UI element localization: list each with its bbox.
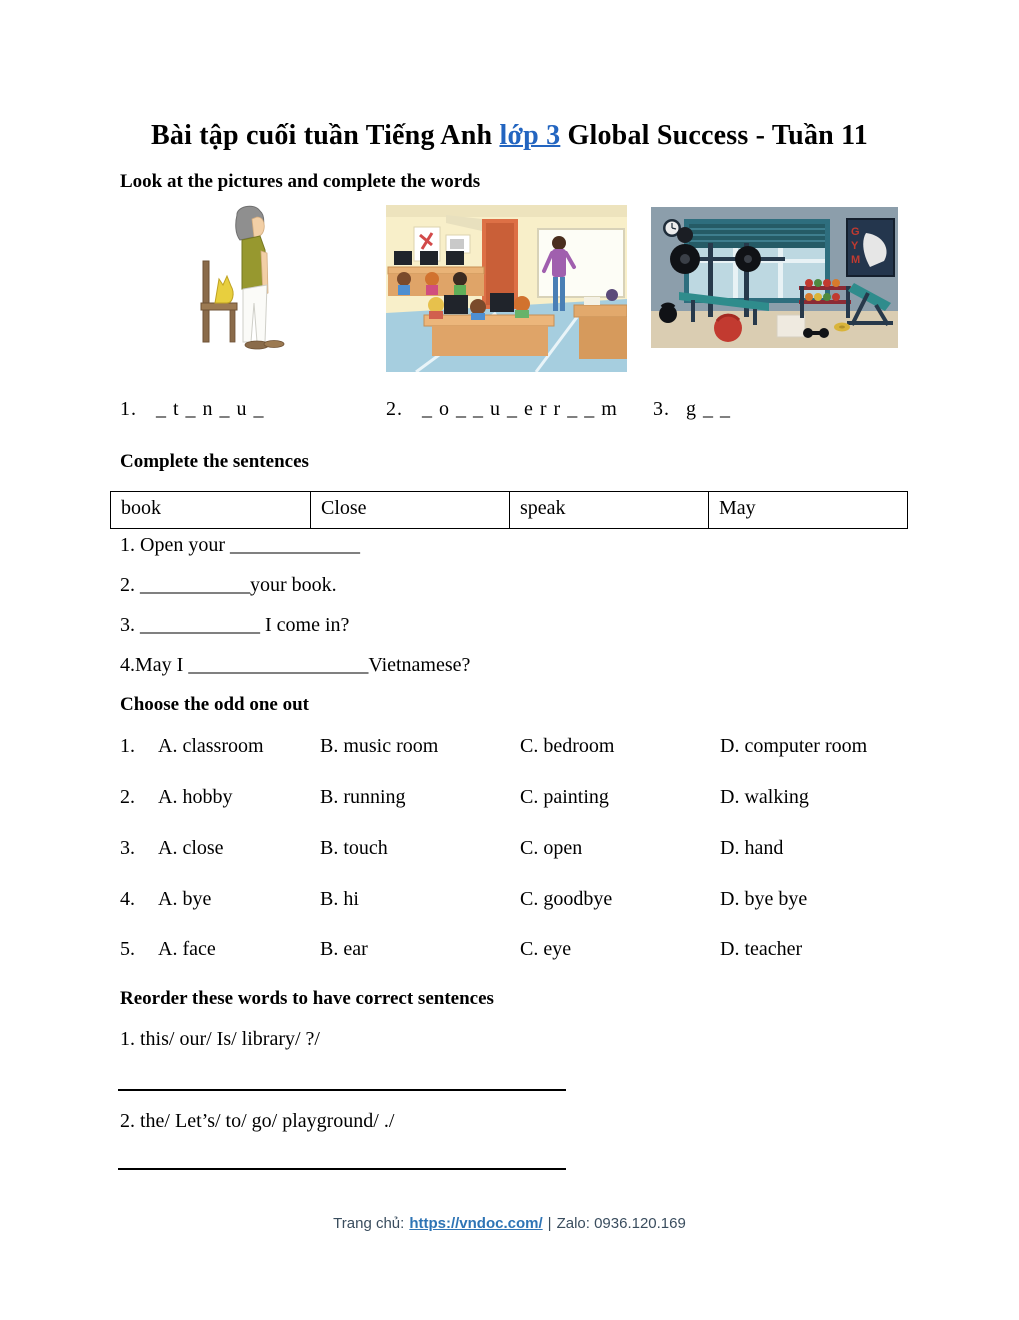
svg-text:Y: Y: [851, 240, 859, 252]
reorder-section-heading: Reorder these words to have correct sentences: [120, 988, 494, 1009]
word-bank-cell-speak: speak: [509, 492, 708, 528]
svg-text:M: M: [851, 254, 861, 266]
option-b: B. touch: [320, 837, 388, 859]
answer-line-2: [118, 1168, 566, 1170]
option-d: D. bye bye: [720, 888, 808, 910]
gym-illustration: [651, 207, 898, 348]
odd-one-out-row-4: [120, 888, 919, 914]
odd-one-out-section-heading: Choose the odd one out: [120, 694, 309, 715]
option-b: B. hi: [320, 888, 359, 910]
answer-line-1: [118, 1089, 566, 1091]
option-c: C. bedroom: [520, 735, 615, 757]
sentences-section-heading: Complete the sentences: [120, 451, 309, 472]
reorder-item-2: 2. the/ Let’s/ to/ go/ playground/ ./: [120, 1110, 395, 1132]
word-bank-cell-book: book: [121, 497, 161, 519]
answer-1-number: 1.: [120, 398, 137, 420]
row-number: 1.: [120, 735, 135, 757]
option-a: A. face: [158, 938, 216, 960]
row-number: 5.: [120, 938, 135, 960]
odd-one-out-row-3: [120, 837, 919, 863]
answer-2-word: _ o _ _ u _ e r r _ _ m: [422, 398, 618, 420]
word-bank-cell-close: Close: [310, 492, 509, 528]
answer-3-number: 3.: [653, 398, 670, 420]
sentence-2: 2. ___________your book.: [120, 574, 337, 596]
stand-up-illustration: [194, 205, 299, 351]
sentence-1: 1. Open your _____________: [120, 534, 360, 556]
option-a: A. close: [158, 837, 224, 859]
picture-answers-row: [120, 398, 919, 424]
footer-separator: |: [547, 1215, 552, 1232]
answer-2-number: 2.: [386, 398, 403, 420]
reorder-item-1: 1. this/ our/ Is/ library/ ?/: [120, 1028, 320, 1050]
option-b: B. ear: [320, 938, 368, 960]
footer-label: Trang chủ:: [333, 1215, 405, 1232]
footer-zalo: Zalo: 0936.120.169: [556, 1215, 686, 1232]
option-a: A. hobby: [158, 786, 233, 808]
page-title: [0, 120, 1019, 152]
option-d: D. computer room: [720, 735, 868, 757]
option-c: C. painting: [520, 786, 609, 808]
option-b: B. music room: [320, 735, 439, 757]
odd-one-out-row-2: [120, 786, 919, 812]
option-c: C. goodbye: [520, 888, 613, 910]
option-d: D. walking: [720, 786, 809, 808]
row-number: 2.: [120, 786, 135, 808]
computer-room-illustration: [386, 205, 627, 372]
answer-3-word: g _ _: [686, 398, 731, 420]
option-d: D. teacher: [720, 938, 803, 960]
option-c: C. eye: [520, 938, 572, 960]
answer-1-word: _ t _ n _ u _: [156, 398, 265, 420]
option-c: C. open: [520, 837, 583, 859]
option-d: D. hand: [720, 837, 784, 859]
option-b: B. running: [320, 786, 406, 808]
pictures-section-heading: Look at the pictures and complete the words: [120, 171, 481, 192]
row-number: 3.: [120, 837, 135, 859]
word-bank-cell-may: May: [708, 492, 907, 528]
odd-one-out-row-5: [120, 938, 919, 964]
row-number: 4.: [120, 888, 135, 910]
option-a: A. classroom: [158, 735, 264, 757]
odd-one-out-row-1: [120, 735, 919, 761]
homepage-link[interactable]: https://vndoc.com/: [409, 1215, 543, 1232]
title-suffix: Global Success - Tuần 11: [560, 120, 868, 151]
sentence-3: 3. ____________ I come in?: [120, 614, 350, 636]
svg-text:G: G: [851, 226, 860, 238]
word-bank-table: [110, 491, 908, 529]
title-prefix: Bài tập cuối tuần Tiếng Anh: [151, 120, 500, 151]
option-a: A. bye: [158, 888, 212, 910]
grade-3-link[interactable]: lớp 3: [499, 120, 561, 151]
sentence-4: 4.May I __________________Vietnamese?: [120, 654, 471, 676]
page-footer: [0, 1215, 1019, 1232]
